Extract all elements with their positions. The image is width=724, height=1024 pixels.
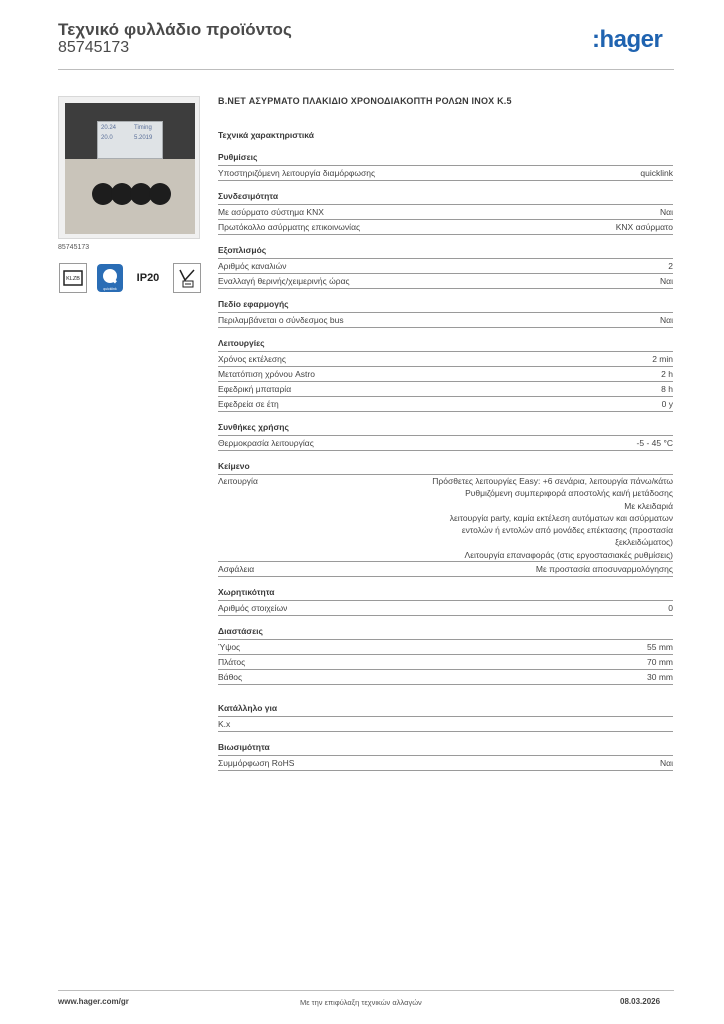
spec-value: 8 h [661,384,673,394]
spec-key: Πρωτόκολλο ασύρματης επικοινωνίας [218,222,361,232]
product-frame [65,103,195,234]
spec-section [218,245,673,289]
spec-value: 70 mm [647,657,673,668]
spec-row [218,313,673,328]
spec-row [218,655,673,670]
knx-clock-icon [59,263,87,293]
spec-value: Με προστασία αποσυναρμολόγησης [535,564,673,575]
spec-section-title: Ρυθμίσεις [218,152,673,166]
badge-text-klzb: KLZB [66,276,80,282]
bus-connection-svg [176,266,198,290]
spec-key: Μετατόπιση χρόνου Astro [218,369,315,379]
spec-key: Εναλλαγή θερινής/χειμερινής ώρας [218,276,350,286]
spec-key: Εφεδρική μπαταρία [218,384,292,394]
spec-row [218,640,673,655]
spec-section-title: Συνδεσιμότητα [218,191,673,205]
spec-section-title: Εξοπλισμός [218,245,673,259]
spec-value-line: λειτουργία party, καμία εκτέλεση αυτόματων και ασύρματων [449,512,673,523]
quicklink-icon [96,263,124,293]
knx-clock-svg [62,269,84,287]
spec-value: 30 mm [647,672,673,683]
spec-row [218,205,673,220]
spec-value-line: εντολών ή εντολών από μονάδες επέκτασης (προστασία [461,525,673,536]
spec-key: Θερμοκρασία λειτουργίας [218,438,314,448]
spec-key: Λειτουργία [218,476,258,486]
lcd-text-2: 20.0 [101,135,113,141]
spec-section [218,587,673,616]
spec-key: Ύψος [218,642,241,653]
spec-row [218,274,673,289]
spec-section [218,703,673,732]
spec-key: Με ασύρματο σύστημα KNX [218,207,324,217]
spec-row [218,259,673,274]
lcd-text-4: 5.2019 [134,135,153,141]
product-image [58,96,200,239]
spec-row [218,717,673,732]
spec-row [218,601,673,616]
spec-section [218,191,673,235]
spec-row [218,352,673,367]
lcd-text-1: 20.24 [101,125,117,131]
spec-row [218,382,673,397]
spec-value: Ναι [660,276,673,286]
spec-key: Περιλαμβάνεται ο σύνδεσμος bus [218,315,344,325]
product-button-4 [149,183,171,205]
spec-section-title: Πεδίο εφαρμογής [218,299,673,313]
spec-value: Ναι [660,207,673,217]
spec-key: Υποστηριζόμενη λειτουργία διαμόρφωσης [218,168,376,178]
footer-website-link[interactable]: www.hager.com/gr [58,997,129,1006]
spec-row [218,166,673,181]
spec-key: Βάθος [218,672,243,683]
spec-section [218,338,673,412]
spec-section-title: Βιωσιμότητα [218,742,673,756]
spec-value: -5 - 45 °C [636,438,673,448]
spec-row [218,670,673,685]
tech-specs-heading: Τεχνικά χαρακτηριστικά [218,130,314,140]
spec-value: 0 y [661,399,673,409]
spec-row [218,397,673,412]
spec-row [218,367,673,382]
spec-section [218,742,673,771]
spec-row [218,220,673,235]
spec-row [218,562,673,577]
image-caption: 85745173 [58,244,90,251]
product-lcd-screen [97,121,163,159]
spec-section-title: Κατάλληλο για [218,703,673,717]
ip20-icon: IP20 [134,263,162,293]
spec-value: 55 mm [647,642,673,653]
spec-value-line: Με κλειδαριά [624,500,673,511]
spec-section [218,152,673,181]
bus-connection-icon [173,263,201,293]
product-display-panel [65,103,195,159]
quicklink-svg [96,263,124,293]
footer-divider [58,990,674,991]
spec-section-title: Κείμενο [218,461,673,475]
spec-key: Συμμόρφωση RoHS [218,758,295,769]
page-title: Τεχνικό φυλλάδιο προϊόντος [58,20,292,39]
spec-value: 0 [668,603,673,614]
spec-value-line: ξεκλειδώματος) [615,537,673,548]
spec-value: 2 [668,261,673,271]
spec-value: quicklink [640,168,673,178]
spec-row [218,436,673,451]
spec-key: Ασφάλεια [218,564,255,575]
badge-text-quicklink: quicklink [103,287,117,291]
footer-disclaimer: Με την επιφύλαξη τεχνικών αλλαγών [300,998,422,1007]
footer-date: 08.03.2026 [620,997,661,1006]
spec-value: KNX ασύρματο [615,222,673,232]
spec-key: Εφεδρεία σε έτη [218,399,279,409]
spec-key: Αριθμός καναλιών [218,261,287,271]
spec-section-title: Λειτουργίες [218,338,673,352]
spec-value: 2 min [652,354,673,364]
spec-key: K.x [218,719,231,730]
spec-section [218,461,673,577]
spec-section [218,422,673,451]
spec-section-title: Συνθήκες χρήσης [218,422,673,436]
spec-section [218,299,673,328]
product-code: 85745173 [58,39,130,56]
spec-value-line: Λειτουργία επαναφοράς (στις εργοστασιακές ρυθμίσεις) [464,549,673,560]
spec-section-title: Χωρητικότητα [218,587,673,601]
spec-key: Χρόνος εκτέλεσης [218,354,286,364]
header-divider [58,69,674,70]
spec-section-title: Διαστάσεις [218,626,673,640]
spec-key: Πλάτος [218,657,246,668]
spec-value-line: Πρόσθετες λειτουργίες Easy: +6 σενάρια, λειτουργία πάνω/κάτω [432,476,673,486]
spec-value: Ναι [660,758,673,769]
hager-logo: :hager [592,26,663,53]
spec-row [218,475,673,562]
specs-table [218,152,673,781]
spec-key: Αριθμός στοιχείων [218,603,288,614]
product-name: B.NET ΑΣΥΡΜΑΤΟ ΠΛΑΚΙΔΙΟ ΧΡΟΝΟΔΙΑΚΟΠΤΗ ΡΟΛΩΝ INOX K.5 [218,96,512,106]
spec-row [218,756,673,771]
lcd-text-3: Timing [134,125,152,131]
spec-value [432,475,673,561]
spec-value-line: Ρυθμιζόμενη συμπεριφορά αποστολής και/ή μετάδοσης [465,488,673,499]
spec-section [218,626,673,685]
spec-value: Ναι [660,315,673,325]
spec-value: 2 h [661,369,673,379]
